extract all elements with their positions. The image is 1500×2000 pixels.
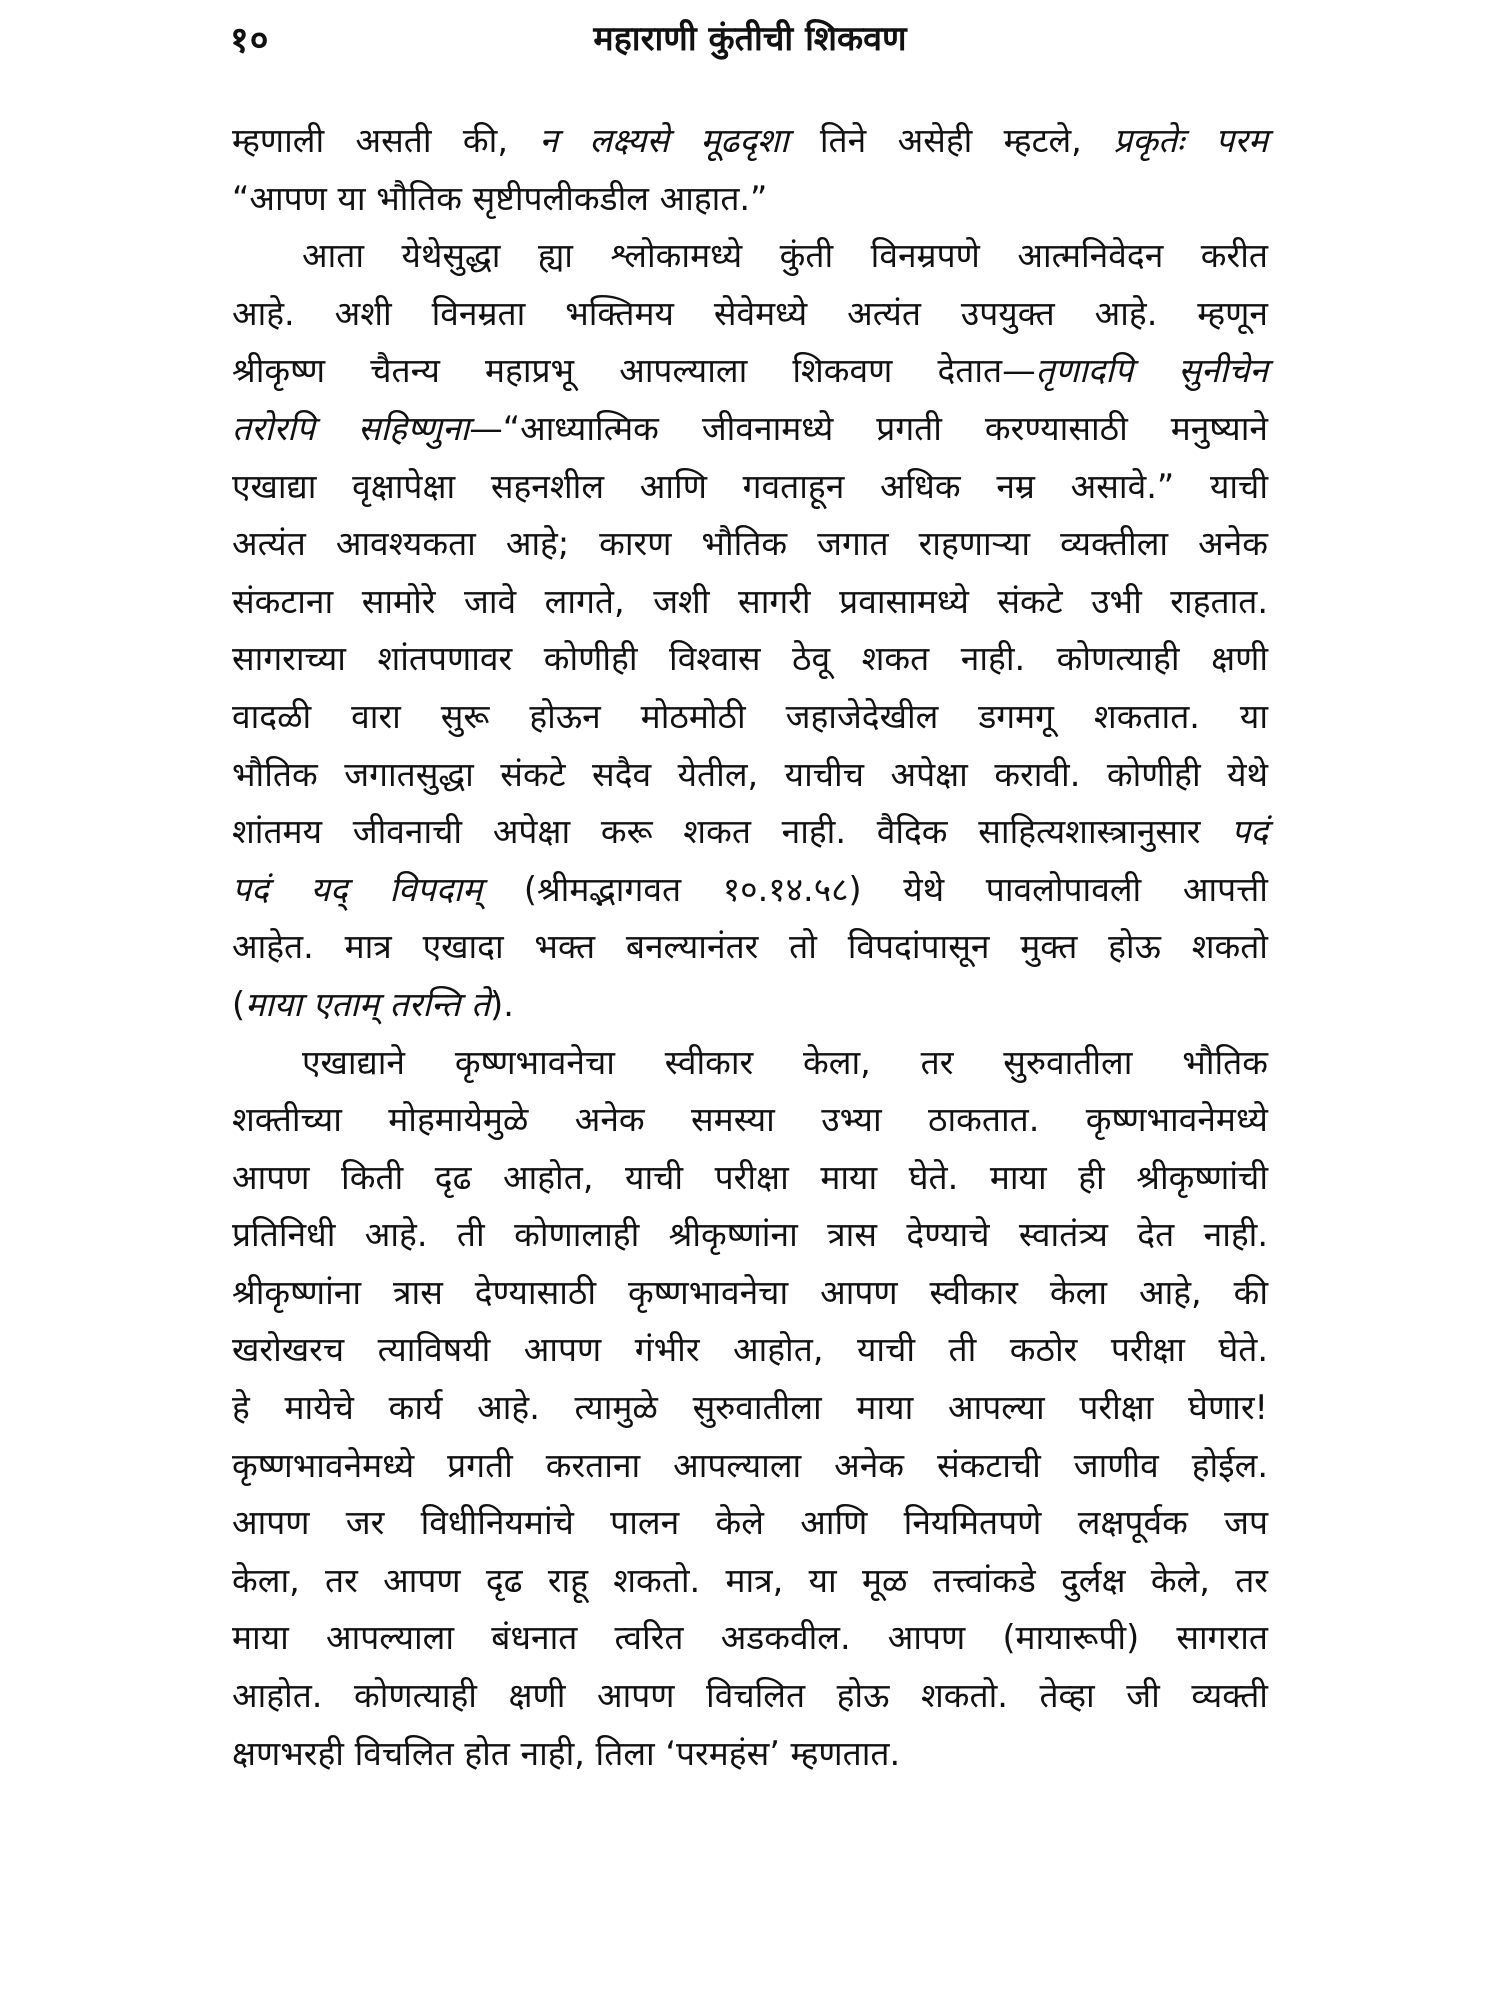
text-line: “आपण या भौतिक सृष्टीपलीकडील आहात.” xyxy=(232,178,768,218)
text-line: संकटाना सामोरे जावे लागते, जशी सागरी प्रवासामध्ये संकटे उभी राहतात. xyxy=(232,581,1268,621)
text-line: सागराच्या शांतपणावर कोणीही विश्वास ठेवू शकत नाही. कोणत्याही क्षणी xyxy=(232,639,1268,679)
text-line: आहेत. मात्र एखादा भक्त बनल्यानंतर तो विपदांपासून मुक्त होऊ शकतो xyxy=(232,927,1268,967)
text-line: कृष्णभावनेमध्ये प्रगती करताना आपल्याला अनेक संकटाची जाणीव होईल. xyxy=(232,1445,1268,1485)
text-line: आहोत. कोणत्याही क्षणी आपण विचलित होऊ शकतो. तेव्हा जी व्यक्ती xyxy=(232,1676,1268,1716)
text-line: आपण किती दृढ आहोत, याची परीक्षा माया घेते. माया ही श्रीकृष्णांची xyxy=(232,1157,1268,1197)
text-line: भौतिक जगातसुद्धा संकटे सदैव येतील, याचीच अपेक्षा करावी. कोणीही येथे xyxy=(232,754,1268,794)
text-line: शक्तीच्या मोहमायेमुळे अनेक समस्या उभ्या ठाकतात. कृष्णभावनेमध्ये xyxy=(232,1100,1268,1140)
text-line: म्हणाली असती की, न लक्ष्यसे मूढदृशा तिने असेही म्हटले, प्रकृतेः परम xyxy=(232,121,1268,160)
text-line: अत्यंत आवश्यकता आहे; कारण भौतिक जगात राहणाऱ्या व्यक्तीला अनेक xyxy=(232,524,1268,564)
text-line: तरोरपि सहिष्णुना—“आध्यात्मिक जीवनामध्ये प्रगती करण्यासाठी मनुष्याने xyxy=(232,408,1268,448)
text-line: क्षणभरही विचलित होत नाही, तिला ‘परमहंस’ म्हणतात. xyxy=(232,1733,901,1773)
text-line: माया आपल्याला बंधनात त्वरित अडकवील. आपण (मायारूपी) सागरात xyxy=(232,1618,1268,1658)
text-line: शांतमय जीवनाची अपेक्षा करू शकत नाही. वैदिक साहित्यशास्त्रानुसार पदं xyxy=(232,812,1268,852)
text-line: श्रीकृष्ण चैतन्य महाप्रभू आपल्याला शिकवण देतात—तृणादपि सुनीचेन xyxy=(232,351,1268,391)
page-header xyxy=(230,14,1270,74)
body-text xyxy=(232,112,1268,1782)
text-line: आता येथेसुद्धा ह्या श्लोकामध्ये कुंती विनम्रपणे आत्मनिवेदन करीत xyxy=(302,236,1268,276)
text-line: श्रीकृष्णांना त्रास देण्यासाठी कृष्णभावनेचा आपण स्वीकार केला आहे, की xyxy=(232,1272,1268,1312)
text-line: आपण जर विधीनियमांचे पालन केले आणि नियमितपणे लक्षपूर्वक जप xyxy=(232,1503,1268,1543)
text-line: प्रतिनिधी आहे. ती कोणालाही श्रीकृष्णांना त्रास देण्याचे स्वातंत्र्य देत नाही. xyxy=(232,1215,1268,1255)
running-title: महाराणी कुंतीची शिकवण xyxy=(593,19,907,59)
text-line: पदं यद् विपदाम् (श्रीमद्भागवत १०.१४.५८) येथे पावलोपावली आपत्ती xyxy=(232,869,1268,909)
text-line: (माया एताम् तरन्ति ते). xyxy=(232,984,514,1024)
text-line: हे मायेचे कार्य आहे. त्यामुळे सुरुवातीला माया आपल्या परीक्षा घेणार! xyxy=(232,1388,1268,1428)
text-line: केला, तर आपण दृढ राहू शकतो. मात्र, या मूळ तत्त्वांकडे दुर्लक्ष केले, तर xyxy=(232,1560,1268,1600)
text-line: एखाद्याने कृष्णभावनेचा स्वीकार केला, तर सुरुवातीला भौतिक xyxy=(302,1042,1268,1082)
text-line: वादळी वारा सुरू होऊन मोठमोठी जहाजेदेखील डगमगू शकतात. या xyxy=(232,696,1268,736)
text-line: एखाद्या वृक्षापेक्षा सहनशील आणि गवताहून अधिक नम्र असावे.” याची xyxy=(232,466,1268,506)
page-number: १० xyxy=(230,20,270,61)
text-line: खरोखरच त्याविषयी आपण गंभीर आहोत, याची ती कठोर परीक्षा घेते. xyxy=(232,1330,1268,1370)
text-line: आहे. अशी विनम्रता भक्तिमय सेवेमध्ये अत्यंत उपयुक्त आहे. म्हणून xyxy=(232,293,1268,333)
